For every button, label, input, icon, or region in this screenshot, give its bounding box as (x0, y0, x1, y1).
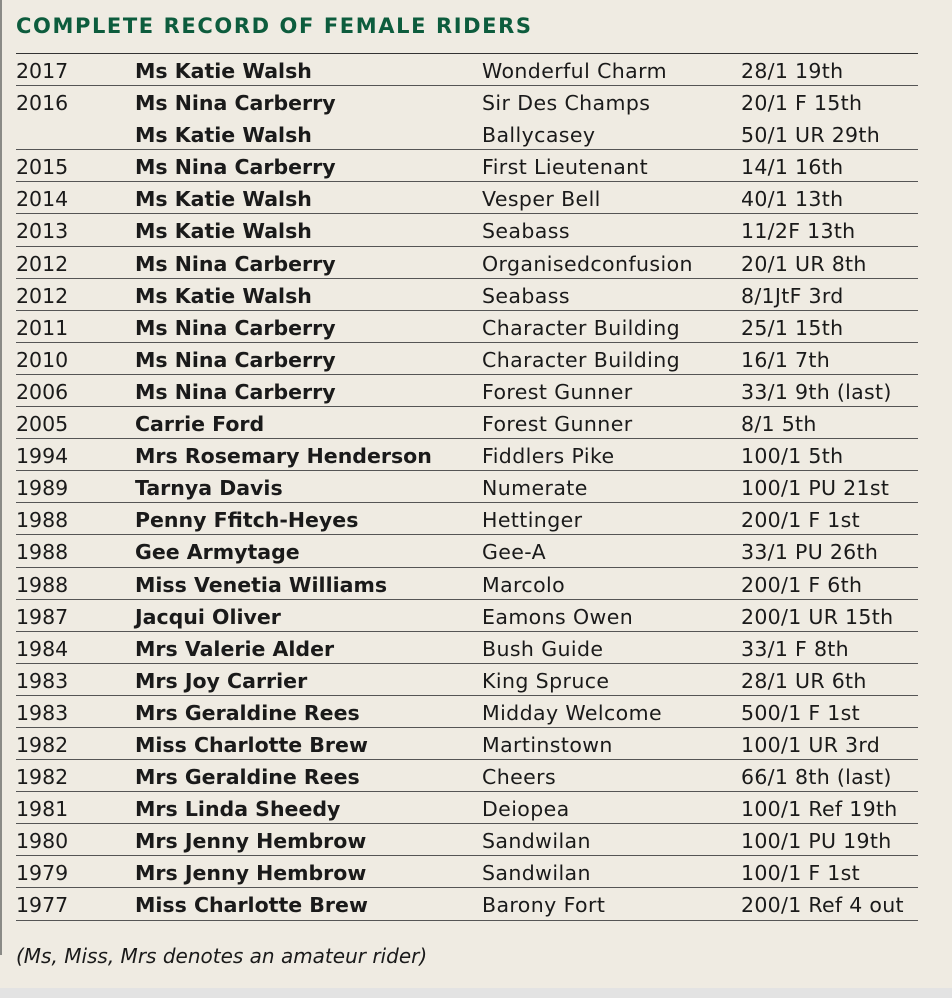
table-row (16, 568, 918, 600)
horse-cell: Marcolo (482, 572, 566, 597)
result-cell: 200/1 UR 15th (741, 604, 894, 629)
result-cell: 100/1 UR 3rd (741, 732, 881, 757)
result-cell: 8/1JtF 3rd (741, 283, 844, 308)
rider-cell: Mrs Geraldine Rees (135, 765, 360, 790)
horse-cell: Bush Guide (482, 636, 604, 661)
riders-record-table (16, 54, 918, 921)
result-cell: 33/1 9th (last) (741, 379, 892, 404)
table-row (16, 86, 918, 118)
table-row (16, 118, 918, 150)
rider-cell: Ms Nina Carberry (135, 155, 336, 180)
table-row (16, 150, 918, 182)
year-cell: 1981 (16, 797, 69, 822)
year-cell: 1994 (16, 444, 69, 469)
table-row (16, 375, 918, 407)
table-row (16, 214, 918, 246)
table-row (16, 888, 918, 920)
rider-cell: Mrs Jenny Hembrow (135, 829, 367, 854)
year-cell: 1982 (16, 732, 69, 757)
horse-cell: King Spruce (482, 668, 610, 693)
year-cell: 2013 (16, 219, 69, 244)
rider-cell: Ms Nina Carberry (135, 379, 336, 404)
horse-cell: First Lieutenant (482, 155, 649, 180)
horse-cell: Forest Gunner (482, 412, 633, 437)
result-cell: 16/1 7th (741, 347, 831, 372)
result-cell: 20/1 UR 8th (741, 251, 867, 276)
rider-cell: Miss Charlotte Brew (135, 732, 368, 757)
rider-cell: Mrs Linda Sheedy (135, 797, 341, 822)
horse-cell: Vesper Bell (482, 187, 601, 212)
table-row (16, 439, 918, 471)
horse-cell: Forest Gunner (482, 379, 633, 404)
year-cell: 2016 (16, 91, 69, 116)
result-cell: 100/1 PU 21st (741, 476, 890, 501)
horse-cell: Hettinger (482, 508, 583, 533)
result-cell: 500/1 F 1st (741, 700, 860, 725)
horse-cell: Martinstown (482, 732, 613, 757)
year-cell: 1982 (16, 765, 69, 790)
result-cell: 33/1 F 8th (741, 636, 849, 661)
table-row (16, 535, 918, 567)
year-cell: 1989 (16, 476, 69, 501)
table-row (16, 471, 918, 503)
year-cell: 1983 (16, 668, 69, 693)
rider-cell: Miss Venetia Williams (135, 572, 388, 597)
table-row (16, 54, 918, 86)
rider-cell: Mrs Valerie Alder (135, 636, 335, 661)
footnote: (Ms, Miss, Mrs denotes an amateur rider) (16, 944, 428, 968)
result-cell: 100/1 PU 19th (741, 829, 892, 854)
horse-cell: Barony Fort (482, 893, 606, 918)
result-cell: 50/1 UR 29th (741, 123, 881, 148)
left-border-rule (0, 0, 2, 955)
horse-cell: Seabass (482, 283, 570, 308)
result-cell: 28/1 19th (741, 59, 844, 83)
year-cell: 1988 (16, 508, 69, 533)
table-row (16, 343, 918, 375)
result-cell: 14/1 16th (741, 155, 844, 180)
table-row (16, 279, 918, 311)
horse-cell: Numerate (482, 476, 588, 501)
table-row (16, 760, 918, 792)
table-row (16, 407, 918, 439)
year-cell: 1987 (16, 604, 69, 629)
year-cell: 2015 (16, 155, 69, 180)
table-row (16, 247, 918, 279)
year-cell: 1977 (16, 893, 69, 918)
page-title: COMPLETE RECORD OF FEMALE RIDERS (16, 14, 533, 38)
result-cell: 200/1 F 6th (741, 572, 863, 597)
rider-cell: Ms Nina Carberry (135, 347, 336, 372)
result-cell: 11/2F 13th (741, 219, 856, 244)
horse-cell: Sir Des Champs (482, 91, 651, 116)
horse-cell: Character Building (482, 315, 681, 340)
horse-cell: Character Building (482, 347, 681, 372)
year-cell: 2014 (16, 187, 69, 212)
result-cell: 200/1 Ref 4 out (741, 893, 904, 918)
rider-cell: Carrie Ford (135, 412, 265, 437)
table-row (16, 503, 918, 535)
horse-cell: Midday Welcome (482, 700, 662, 725)
year-cell: 1980 (16, 829, 69, 854)
horse-cell: Sandwilan (482, 861, 591, 886)
table-row (16, 792, 918, 824)
rider-cell: Jacqui Oliver (135, 604, 281, 629)
result-cell: 100/1 Ref 19th (741, 797, 898, 822)
horse-cell: Cheers (482, 765, 557, 790)
result-cell: 8/1 5th (741, 412, 817, 437)
result-cell: 25/1 15th (741, 315, 844, 340)
year-cell: 1984 (16, 636, 69, 661)
result-cell: 200/1 F 1st (741, 508, 860, 533)
table-row (16, 600, 918, 632)
table-row (16, 311, 918, 343)
year-cell: 1988 (16, 572, 69, 597)
year-cell: 1988 (16, 540, 69, 565)
year-cell: 2011 (16, 315, 69, 340)
table-row (16, 728, 918, 760)
horse-cell: Wonderful Charm (482, 59, 667, 83)
horse-cell: Eamons Owen (482, 604, 634, 629)
rider-cell: Mrs Rosemary Henderson (135, 444, 432, 469)
rider-cell: Ms Katie Walsh (135, 219, 312, 244)
year-cell: 2017 (16, 59, 69, 83)
horse-cell: Deiopea (482, 797, 570, 822)
table-row (16, 664, 918, 696)
rider-cell: Ms Katie Walsh (135, 187, 312, 212)
result-cell: 66/1 8th (last) (741, 765, 892, 790)
table-row (16, 856, 918, 888)
rider-cell: Mrs Jenny Hembrow (135, 861, 367, 886)
rider-cell: Ms Katie Walsh (135, 123, 312, 148)
year-cell: 2006 (16, 379, 69, 404)
rider-cell: Miss Charlotte Brew (135, 893, 368, 918)
table-row (16, 632, 918, 664)
horse-cell: Seabass (482, 219, 570, 244)
horse-cell: Gee-A (482, 540, 547, 565)
rider-cell: Penny Ffitch-Heyes (135, 508, 359, 533)
rider-cell: Tarnya Davis (135, 476, 283, 501)
year-cell: 1979 (16, 861, 69, 886)
result-cell: 100/1 F 1st (741, 861, 860, 886)
result-cell: 100/1 5th (741, 444, 844, 469)
rider-cell: Gee Armytage (135, 540, 300, 565)
rider-cell: Ms Nina Carberry (135, 91, 336, 116)
bottom-band (0, 988, 952, 998)
rider-cell: Ms Katie Walsh (135, 283, 312, 308)
table-row (16, 824, 918, 856)
rider-cell: Mrs Joy Carrier (135, 668, 308, 693)
result-cell: 40/1 13th (741, 187, 844, 212)
rider-cell: Ms Nina Carberry (135, 251, 336, 276)
table-row (16, 182, 918, 214)
result-cell: 33/1 PU 26th (741, 540, 879, 565)
horse-cell: Fiddlers Pike (482, 444, 615, 469)
horse-cell: Organisedconfusion (482, 251, 693, 276)
horse-cell: Ballycasey (482, 123, 596, 148)
result-cell: 28/1 UR 6th (741, 668, 867, 693)
year-cell: 2012 (16, 251, 69, 276)
rider-cell: Mrs Geraldine Rees (135, 700, 360, 725)
year-cell: 2010 (16, 347, 69, 372)
result-cell: 20/1 F 15th (741, 91, 863, 116)
horse-cell: Sandwilan (482, 829, 591, 854)
year-cell: 2005 (16, 412, 69, 437)
rider-cell: Ms Nina Carberry (135, 315, 336, 340)
year-cell: 2012 (16, 283, 69, 308)
table-row (16, 696, 918, 728)
year-cell: 1983 (16, 700, 69, 725)
rider-cell: Ms Katie Walsh (135, 59, 312, 83)
